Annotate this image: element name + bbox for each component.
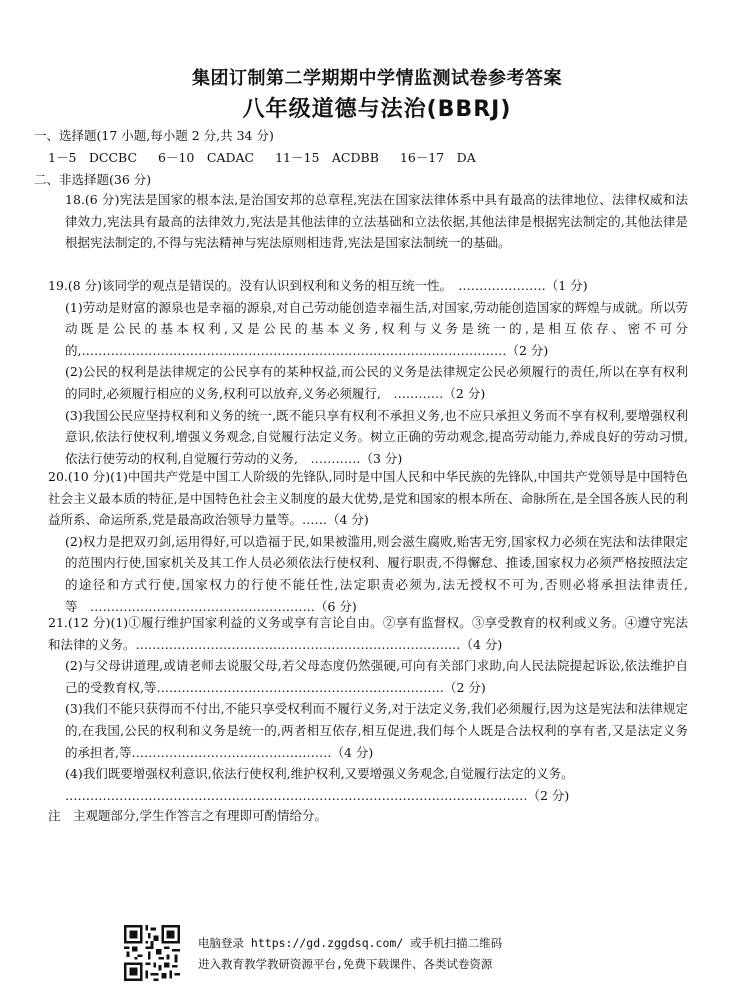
q19-intro: 19.(8 分)该同学的观点是错误的。没有认识到权利和义务的相互统一性。 …………………（1 分) [48,278,588,293]
document-subtitle: 八年级道德与法治(BBRJ) [242,97,512,122]
question-18 [48,189,688,254]
footer [124,925,584,981]
choice-answer-group: 1－5 DCCBC [48,150,138,165]
choice-answer-group: 16－17 DA [399,150,476,165]
q18-text: 18.(6 分)宪法是国家的根本法,是治国安邦的总章程,宪法在国家法律体系中具有最高的法律地位、法律权威和法律效力,宪法具有最高的法律效力,宪法是其他法律的立法基础和立法依据,其他法律是根据宪法制定的,其他法律是根据宪法制定的,不得与宪法精神与宪法原则相违背,宪法是国家法制统一的基础。 [65,192,688,251]
section1-heading: 一、选择题(17 小题,每小题 2 分,共 34 分) [34,128,274,143]
question-19 [48,275,688,469]
document-title: 集团订制第二学期期中学情监测试卷参考答案 [192,68,562,89]
section2-heading: 二、非选择题(36 分) [34,172,152,187]
footer-resource-text: 进入教育教学教研资源平台,免费下载课件、各类试卷资源 [198,957,493,971]
q21-part1: 21.(12 分)(1)①履行维护国家利益的义务或享有言论自由。②享有监督权。③享受教育的权利或义务。④遵守宪法和法律的义务。……………………………………………………………………（4 分) [48,615,688,652]
q21-part2: (2)与父母讲道理,或请老师去说服父母,若父母态度仍然强硬,可向有关部门求助,向人民法院提起诉讼,依法维护自己的受教育权,等……………………………………………………………（2 分) [65,658,688,695]
question-20 [48,466,688,617]
qr-code-icon[interactable] [124,925,180,981]
q19-part1: (1)劳动是财富的源泉也是幸福的源泉,对自己劳动能创造幸福生活,对国家,劳动能创造国家的辉煌与成就。所以劳动既是公民的基本权利,又是公民的基本义务,权利与义务是统一的,是相互依存、密不可分的,…………………………………………………………………………………………（2 分) [65,299,688,358]
q20-part2: (2)权力是把双刃剑,运用得好,可以造福于民,如果被滥用,则会滋生腐败,贻害无穷,国家权力必须在宪法和法律限定的范围内行使,国家机关及其工作人员必须依法行使权利、履行职责,不得懈怠、推诿,国家权力必须严格按照法定的途径和方式行使,国家权力的行使不能任性,法定职责必须为,法无授权不可为,否则必将承担法律责任,等 ………………………………………………（6 分) [65,533,688,614]
choice-answer-group: 6－10 CADAC [158,150,255,165]
grading-note: 注 主观题部分,学生作答言之有理即可酌情给分。 [48,808,327,823]
q21-part3: (3)我们不能只获得而不付出,不能只享受权利而不履行义务,对于法定义务,我们必须履行,因为这是宪法和法律规定的,在我国,公民的权利和义务是统一的,两者相互依存,相互促进,我们每个人既是合法权利的享有者,又是法定义务的承担者,等…………………………………………（4 分) [65,701,688,760]
q21-part4: (4)我们既要增强权利意识,依法行使权利,维护权利,又要增强义务观念,自觉履行法定的义务。 [65,766,574,782]
q20-part1: 20.(10 分)(1)中国共产党是中国工人阶级的先锋队,同时是中国人民和中华民族的先锋队,中国共产党领导是中国特色社会主义最本质的特征,是中国特色社会主义制度的最大优势,是党和国家的根本所在、命脉所在,是全国各族人民的利益所系、命运所系,党是最高政治领导力量等。……（4 分) [48,469,688,528]
question-21 [48,612,688,806]
q19-part2: (2)公民的权利是法律规定的公民享有的某种权益,而公民的义务是法律规定公民必须履行的责任,所以在享有权利的同时,必须履行相应的义务,权利可以放弃,义务必须履行, …………（2 分) [65,364,688,401]
choice-answer-row [48,148,490,166]
choice-answer-group: 11－15 ACDBB [275,150,379,165]
q19-part3: (3)我国公民应坚持权利和义务的统一,既不能只享有权利不承担义务,也不应只承担义务而不享有权利,要增强权利意识,依法行使权利,增强义务观念,自觉履行法定义务。树立正确的劳动观念,提高劳动能力,养成良好的劳动习惯,依法行使劳动的权利,自觉履行劳动的义务, …………（3 分) [65,407,688,466]
footer-login-text: 电脑登录 https://gd.zggdsq.com/ 或手机扫描二维码 [198,936,503,950]
q21-part4-score: …………………………………………………………………………………………………（2 分) [65,787,570,803]
